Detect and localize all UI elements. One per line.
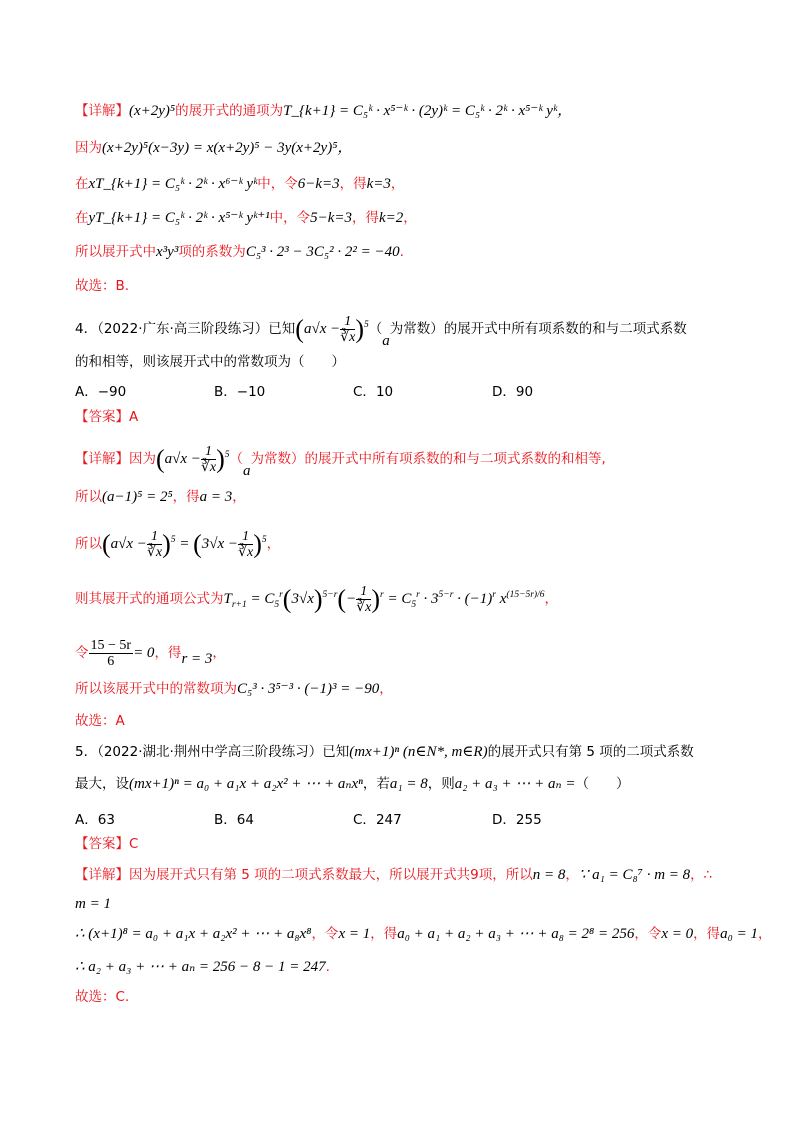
text: . — [399, 244, 404, 260]
option-value: 247 — [375, 812, 402, 828]
option-label: C． — [353, 384, 376, 400]
text: ，得 — [339, 176, 367, 192]
option-label: D． — [492, 812, 516, 828]
question-4-line-2: 的和相等，则该展开式中的常数项为（ ） — [75, 354, 345, 370]
option-value: 64 — [236, 812, 254, 828]
binomial-expression: (a√x − $\frac{1}{∛x}$ )$^5$ — [295, 314, 369, 346]
expansion-expr: (mx+1)ⁿ = a₀ + a₁x + a₂x² + ⋯ + aₙxⁿ — [129, 776, 363, 792]
variable-a: a — [243, 463, 251, 479]
q4-detail-line-4 — [75, 582, 738, 617]
option-c[interactable] — [353, 380, 393, 400]
solution-line-1 — [75, 101, 738, 121]
text: ，则 — [427, 776, 455, 792]
text: 项的系数为 — [178, 244, 246, 260]
q4-detail-line-6 — [75, 679, 738, 699]
text: ， — [544, 591, 558, 607]
text: 所以 — [75, 536, 102, 552]
text: 为常数）的展开式中所有项系数的和与二项式系数 — [389, 321, 687, 337]
text: 的展开式只有第 5 项的二项式系数 — [487, 744, 694, 760]
text: ，令 — [311, 926, 339, 942]
question-source: （2022·湖北·荆州中学高三阶段练习）已知 — [97, 744, 350, 760]
text: 因为 — [75, 140, 102, 156]
option-label: A． — [75, 812, 98, 828]
option-c[interactable] — [353, 808, 402, 828]
a0-result: a₀ = 1 — [720, 926, 758, 942]
text: 令 — [75, 645, 89, 661]
result-m: m = 1 — [75, 896, 111, 912]
text: ，得 — [693, 926, 721, 942]
text: 的展开式的通项为 — [175, 103, 284, 119]
option-value: −90 — [97, 384, 127, 400]
q4-detail-line-5 — [75, 636, 738, 670]
text: 【详解】因为 — [75, 451, 156, 467]
text: 最大，设 — [75, 776, 129, 792]
text: 所以 — [75, 489, 102, 505]
text: 为常数）的展开式中所有项系数的和与二项式系数的和相等, — [250, 451, 606, 467]
solution-line-4 — [75, 208, 738, 228]
answer-label: 【答案】C — [75, 836, 139, 852]
text: 则其展开式的通项公式为 — [75, 591, 224, 607]
text: ， — [403, 210, 417, 226]
text: ，得 — [172, 489, 200, 505]
text: ， — [565, 867, 579, 883]
question-4-line-1 — [75, 312, 738, 347]
detail-label: 【详解】 — [75, 103, 129, 119]
option-b[interactable] — [214, 380, 265, 400]
substituted-expression: (a√x − $\frac{1}{∛x}$ )$^5$ = (3√x − $\frac{1}{∛x}$ )$^5$ — [102, 529, 267, 561]
option-a[interactable] — [75, 808, 115, 828]
text: 所以展开式中 — [75, 244, 156, 260]
question-number: 4． — [75, 321, 98, 337]
question-number: 5． — [75, 744, 98, 760]
substitution: x = 0 — [661, 926, 694, 942]
coefficient-calc: C₅³ · 2³ − 3C₅² · 2² = −40 — [245, 244, 400, 260]
q5-choice-line: 故选：C. — [75, 989, 130, 1005]
text: ，得 — [352, 210, 380, 226]
option-a[interactable] — [75, 380, 126, 400]
text: ， — [232, 489, 246, 505]
text: ， — [379, 681, 393, 697]
option-value: 255 — [515, 812, 542, 828]
constant-term-calc: C₅³ · 3⁵⁻³ · (−1)³ = −90 — [237, 681, 380, 697]
term-formula: xT_{k+1} = C₅ᵏ · 2ᵏ · x⁶⁻ᵏ yᵏ — [88, 176, 258, 192]
expansion-identity: (x+2y)⁵(x−3y) = x(x+2y)⁵ − 3y(x+2y)⁵， — [102, 140, 353, 156]
q5-detail-line-3 — [75, 924, 772, 944]
text: 在 — [75, 176, 89, 192]
result-n: n = 8 — [532, 867, 566, 883]
text: ，得 — [370, 926, 398, 942]
equation: (a−1)⁵ = 2⁵ — [102, 489, 173, 505]
text: . — [325, 959, 330, 975]
text: （ — [229, 451, 243, 467]
question-5-line-1 — [75, 742, 738, 762]
solution-line-5 — [75, 242, 738, 262]
substitution: x = 1 — [338, 926, 371, 942]
result: k=2 — [379, 210, 404, 226]
q4-detail-line-3 — [75, 527, 738, 562]
q5-detail-line-4 — [75, 957, 738, 977]
variable-a: a — [382, 333, 390, 349]
result: r = 3 — [181, 651, 213, 667]
choice-line: 故选：B. — [75, 278, 130, 294]
term-formula: yT_{k+1} = C₅ᵏ · 2ᵏ · x⁵⁻ᵏ yᵏ⁺¹ — [88, 210, 270, 226]
binomial-expr: (x+2y)⁵ — [129, 103, 176, 119]
condition: a₁ = 8 — [389, 776, 428, 792]
therefore-symbol: ，∴ — [690, 867, 713, 883]
option-d[interactable] — [492, 808, 542, 828]
final-calc: ∴ a₂ + a₃ + ⋯ + aₙ = 256 − 8 − 1 = 247 — [75, 959, 326, 975]
binomial-expression: (mx+1)ⁿ (n∈N*, m∈R) — [349, 744, 488, 760]
option-value: 10 — [375, 384, 394, 400]
text: （ ） — [575, 776, 630, 792]
solution-line-3 — [75, 174, 738, 194]
option-label: B． — [214, 812, 237, 828]
equation: 6−k=3 — [297, 176, 340, 192]
option-b[interactable] — [214, 808, 254, 828]
q4-choice-line: 故选：A — [75, 713, 125, 729]
option-value: −10 — [236, 384, 266, 400]
expansion: ∴ (x+1)⁸ = a₀ + a₁x + a₂x² + ⋯ + a₈x⁸ — [75, 926, 312, 942]
text: ， — [266, 536, 281, 552]
q4-detail-line-2 — [75, 487, 738, 507]
equation: 5−k=3 — [310, 210, 353, 226]
option-d[interactable] — [492, 380, 533, 400]
general-term-formula: T_{k+1} = C₅ᵏ · x⁵⁻ᵏ · (2y)ᵏ = C₅ᵏ · 2ᵏ · x⁵⁻ᵏ yᵏ， — [283, 103, 573, 119]
question-source: （2022·广东·高三阶段练习）已知 — [97, 321, 296, 337]
text: ，得 — [154, 645, 182, 661]
option-label: B． — [214, 384, 237, 400]
option-value: 63 — [97, 812, 115, 828]
text: 在 — [75, 210, 89, 226]
coefficient-equation: ∵ a₁ = C₈⁷ · m = 8 — [578, 867, 691, 883]
general-term-formula: $T_{r+1} = C_5^r(3√x)^{5-r}(-$ $\frac{1}{∛x}$ )$^r = C_5^r \cdot 3^{5-r} \cdot (-1)^r$ $x^{(15-5r)/6}$ — [223, 584, 545, 616]
text: ，若 — [362, 776, 390, 792]
text: ， — [390, 176, 405, 192]
text: （ — [368, 321, 383, 337]
sum-equation: a₀ + a₁ + a₂ + a₃ + ⋯ + a₈ = 2⁸ = 256 — [397, 926, 635, 942]
option-label: A． — [75, 384, 98, 400]
result: a = 3 — [199, 489, 233, 505]
q5-detail-line-1 — [75, 865, 738, 885]
q4-detail-line-1 — [75, 442, 738, 477]
text: ，令 — [634, 926, 662, 942]
q5-detail-line-2 — [75, 894, 738, 914]
result: k=3 — [366, 176, 391, 192]
text: 中，令 — [257, 176, 298, 192]
text: ， — [212, 645, 226, 661]
question-5-line-2 — [75, 774, 738, 794]
text: 中，令 — [269, 210, 311, 226]
solution-line-2 — [75, 138, 738, 158]
text: 所以该展开式中的常数项为 — [75, 681, 237, 697]
text: 【详解】因为展开式只有第 5 项的二项式系数最大，所以展开式共9项，所以 — [75, 867, 533, 883]
equation: = 0 — [133, 645, 155, 661]
binomial-expression: (a√x − $\frac{1}{∛x}$ )$^5$ — [156, 444, 230, 476]
term: x³y³ — [156, 244, 179, 260]
target-sum: a₂ + a₃ + ⋯ + aₙ = — [454, 776, 576, 792]
option-label: C． — [353, 812, 376, 828]
option-label: D． — [492, 384, 516, 400]
exponent-fraction: $\frac{15 - 5r}{6}$ — [90, 637, 132, 669]
option-value: 90 — [515, 384, 534, 400]
text: ， — [758, 926, 772, 942]
answer-label: 【答案】A — [75, 409, 139, 425]
